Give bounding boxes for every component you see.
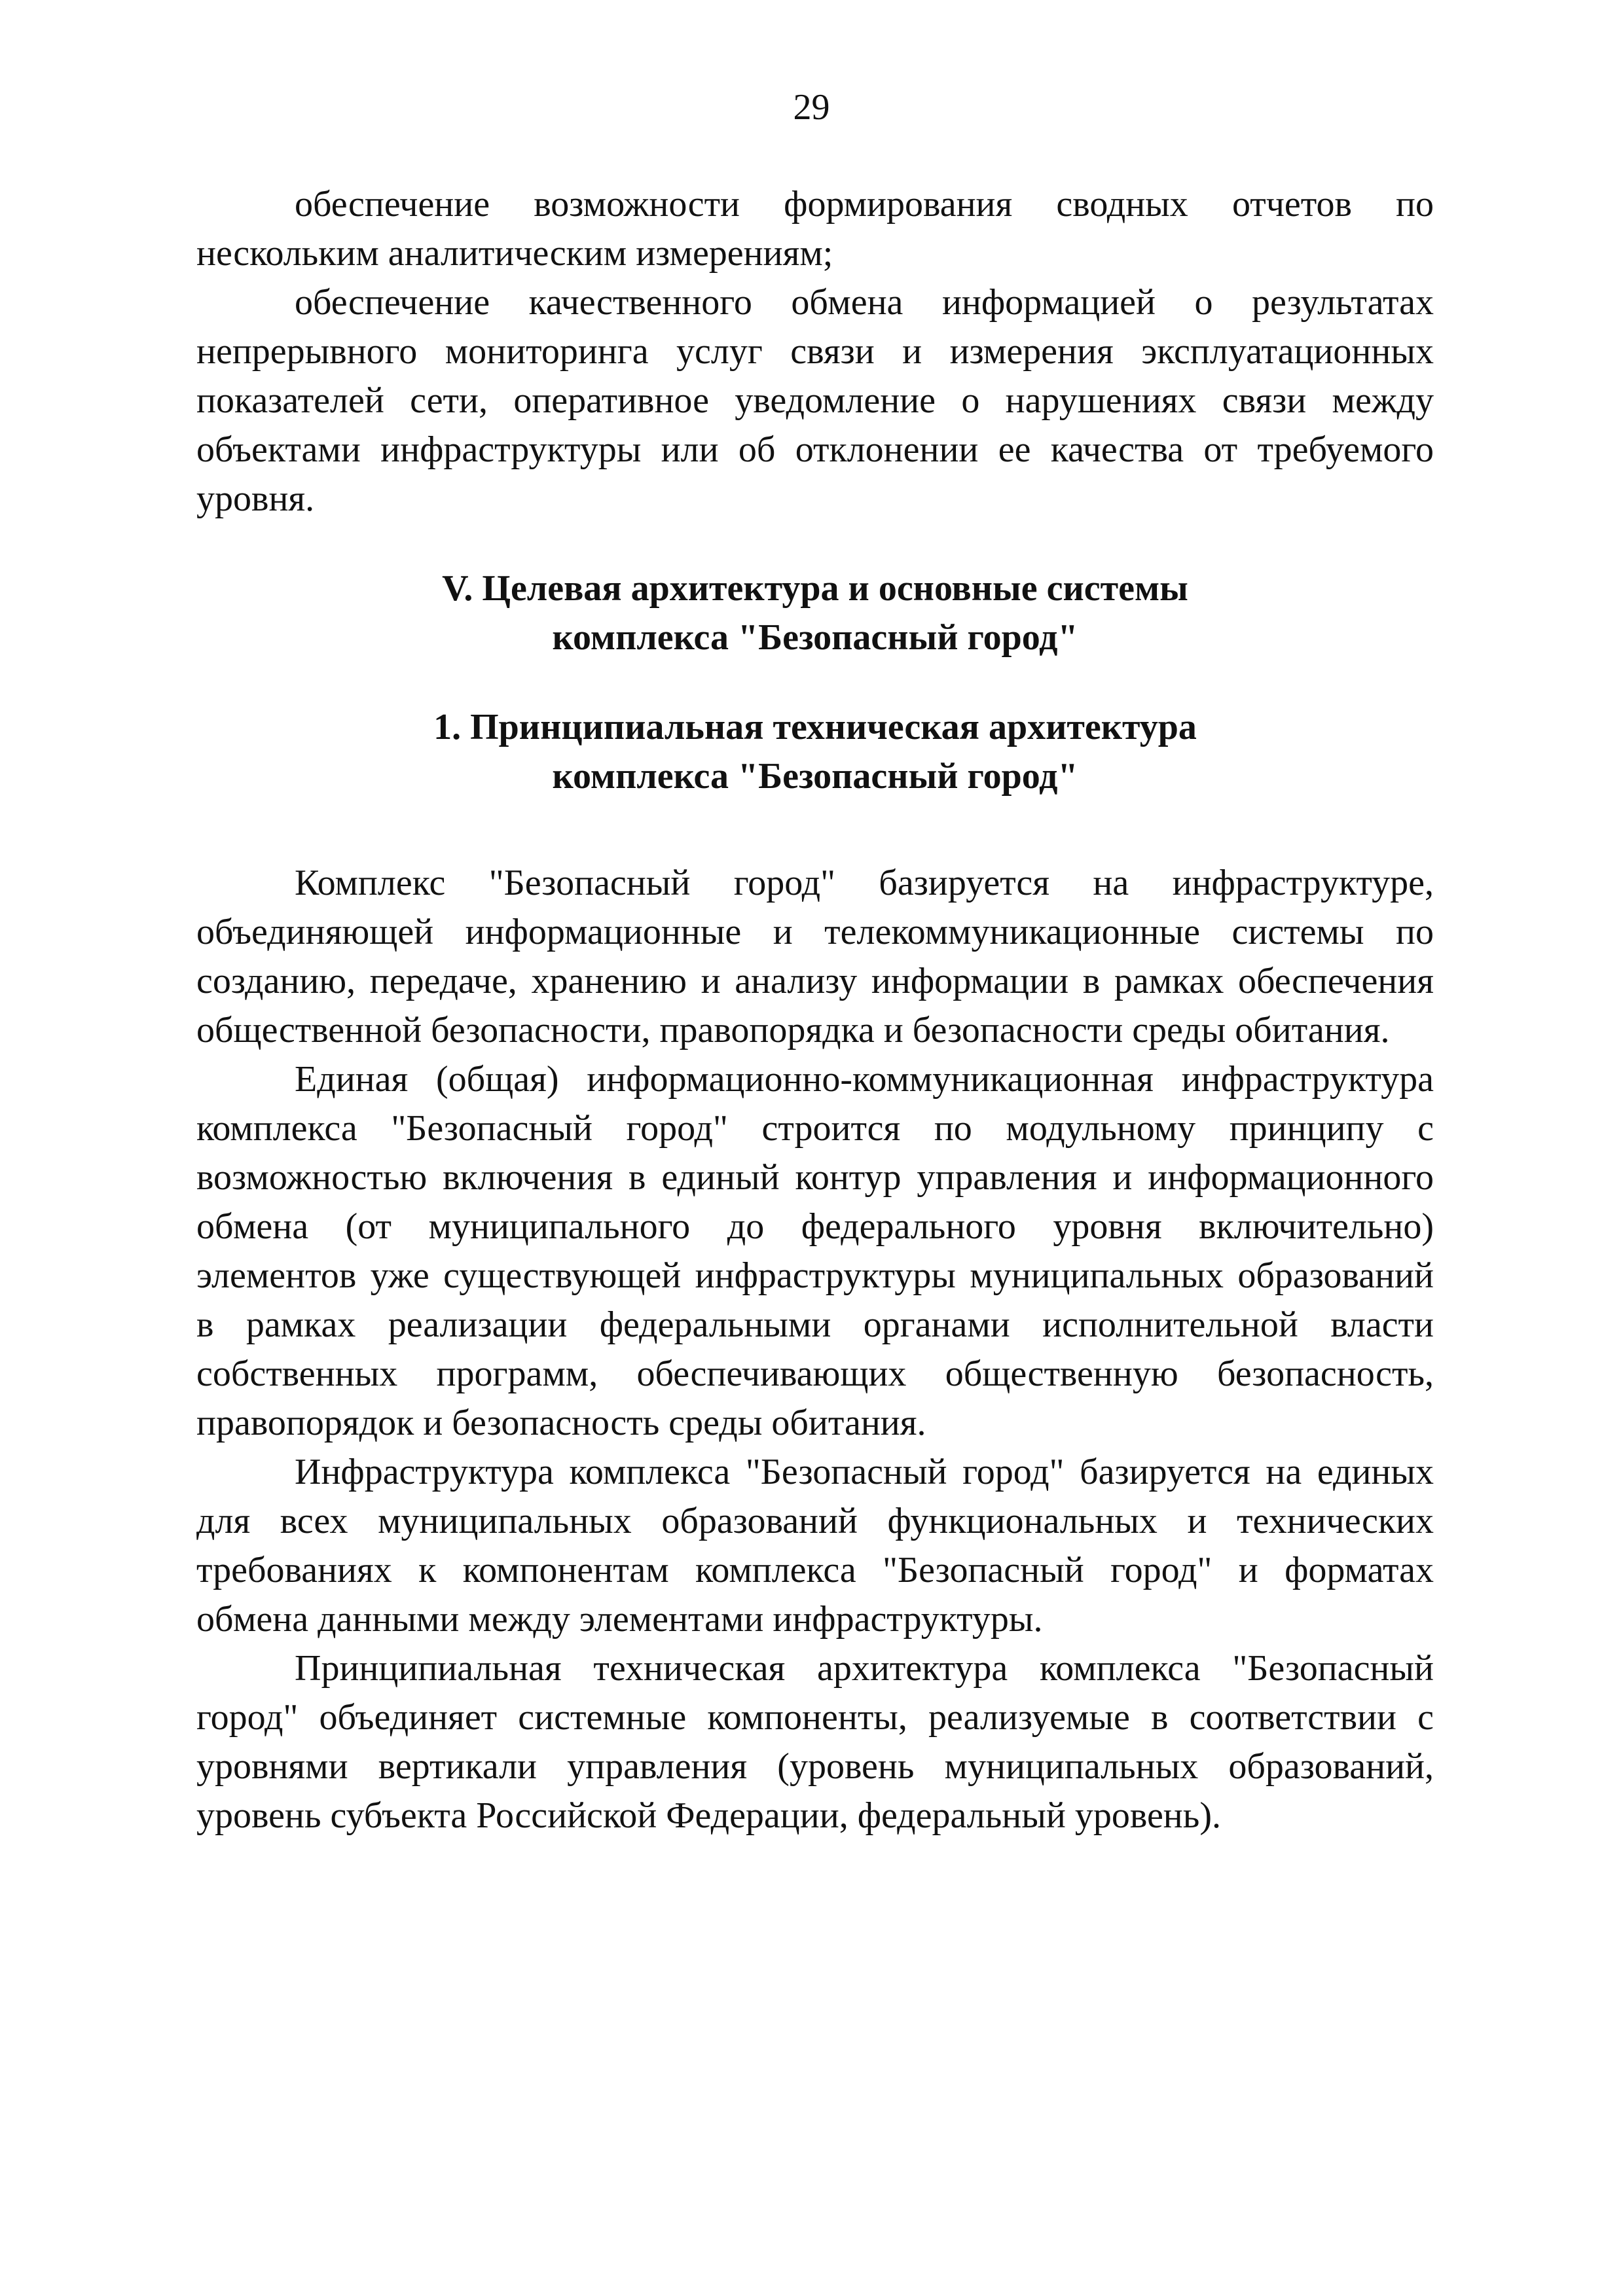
section-heading: [196, 564, 1434, 662]
intro-paragraph-1: обеспечение возможности формирования сводных отчетов по нескольким аналитическим измерениям;: [196, 184, 1434, 274]
section-heading-line-2: комплекса "Безопасный город": [552, 617, 1078, 658]
subsection-heading-line-2: комплекса "Безопасный город": [552, 756, 1078, 797]
body-paragraph-1: Комплекс "Безопасный город" базируется на инфраструктуре, объединяющей информационные и телекоммуникационные системы по созданию, передаче, хранению и анализу информации в рамках обеспечения общественной безопасности, правопорядка и безопасности среды обитания.: [196, 863, 1434, 1050]
body-paragraph-2: Единая (общая) информационно-коммуникационная инфраструктура комплекса "Безопасный город" строится по модульному принципу с возможностью включения в единый контур управления и информационного обмена (от муниципального до федерального уровня включительно) элементов уже существующей инфраструктуры муниципальных образований в рамках реализации федеральными органами исполнительной власти собственных программ, обеспечивающих общественную безопасность, правопорядок и безопасность среды обитания.: [196, 1059, 1434, 1443]
page-number: 29: [793, 87, 830, 128]
body-paragraph-4: Принципиальная техническая архитектура комплекса "Безопасный город" объединяет системные компоненты, реализуемые в соответствии с уровнями вертикали управления (уровень муниципальных образований, уровень субъекта Российской Федерации, федеральный уровень).: [196, 1648, 1434, 1836]
document-body: [196, 180, 1434, 1840]
subsection-heading: [196, 703, 1434, 801]
section-heading-line-1: V. Целевая архитектура и основные системы: [442, 568, 1188, 609]
body-paragraph-3: Инфраструктура комплекса "Безопасный город" базируется на единых для всех муниципальных образований функциональных и технических требованиях к компонентам комплекса "Безопасный город" и форматах обмена данными между элементами инфраструктуры.: [196, 1452, 1434, 1640]
subsection-heading-line-1: 1. Принципиальная техническая архитектура: [433, 707, 1197, 747]
intro-paragraph-2: обеспечение качественного обмена информацией о результатах непрерывного мониторинга услуг связи и измерения эксплуатационных показателей сети, оперативное уведомление о нарушениях связи между объектами инфраструктуры или об отклонении ее качества от требуемого уровня.: [196, 282, 1434, 519]
